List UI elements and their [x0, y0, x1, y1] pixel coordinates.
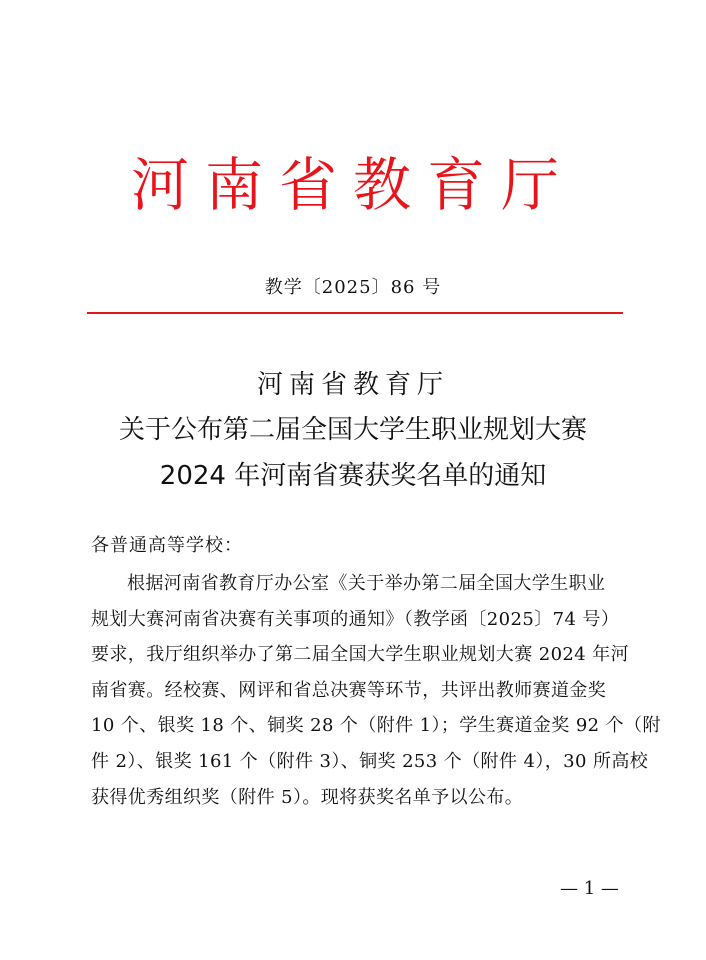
- title-line-3: 2024 年河南省赛获奖名单的通知: [159, 461, 547, 491]
- body-line: 件 2）、银奖 161 个（附件 3）、铜奖 253 个（附件 4），30 所高校: [91, 750, 649, 772]
- page-number: — 1 —: [560, 878, 619, 899]
- body-line: 要求，我厅组织举办了第二届全国大学生职业规划大赛 2024 年河: [91, 644, 630, 666]
- red-divider-line: [87, 312, 623, 314]
- salutation: 各普通高等学校：: [91, 535, 243, 556]
- title-line-1: 河南省教育厅: [256, 370, 449, 400]
- body-line: 规划大赛河南省决赛有关事项的通知》（教学函〔2025〕74 号）: [91, 608, 620, 630]
- document-number: 教学〔2025〕86 号: [264, 277, 442, 298]
- body-line: 根据河南省教育厅办公室《关于举办第二届全国大学生职业: [127, 573, 606, 594]
- body-paragraph: [91, 566, 661, 815]
- issuing-agency-header: 河南省教育厅: [130, 151, 575, 219]
- body-line: 南省赛。经校赛、网评和省总决赛等环节，共评出教师赛道金奖: [91, 679, 607, 701]
- title-line-2: 关于公布第二届全国大学生职业规划大赛: [118, 415, 587, 445]
- body-line: 10 个、银奖 18 个、铜奖 28 个（附件 1）；学生赛道金奖 92 个（附: [91, 715, 661, 737]
- body-line: 获得优秀组织奖（附件 5）。现将获奖名单予以公布。: [91, 786, 524, 808]
